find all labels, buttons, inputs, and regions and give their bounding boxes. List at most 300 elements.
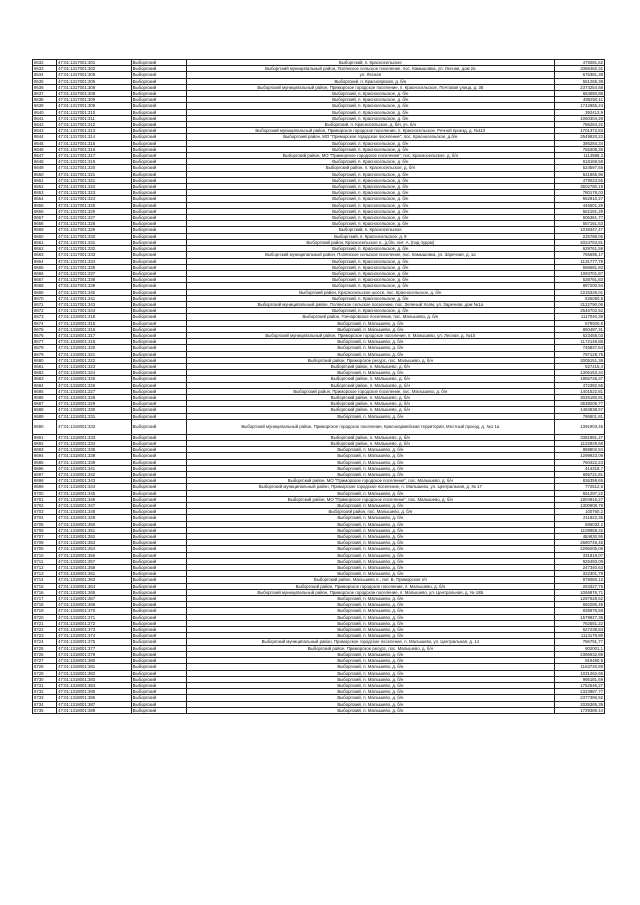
address-cell: Выборгский муниципальный район, Приморское городское поселение, п. Красносельское, Речной проезд, д. №110 xyxy=(187,128,555,134)
address-cell: Выборгский район, Приморское городское поселение, п. Малышево, д. б/н xyxy=(187,583,555,589)
address-cell: Выборгский, п. Малышево, д. б/н xyxy=(187,682,555,688)
address-cell: Выборгский район, п. Малышево, д. б/н xyxy=(187,434,555,440)
cadastral-number-cell: 47:01:1318001:331 xyxy=(57,413,132,419)
table-row xyxy=(33,707,605,713)
address-cell: Выборгский, п. Малышево, д. б/н xyxy=(187,558,555,564)
address-cell: Выборгский район, МО "Приморское городское поселение", пос. Красносельское, д.б/н xyxy=(187,134,555,140)
address-cell: Выборгский, п. Красносельское, д. б/н xyxy=(187,190,555,196)
cadastral-number-cell: 47:01:1317001:312 xyxy=(57,122,132,128)
cadastral-number-cell: 47:01:1317001:309 xyxy=(57,103,132,109)
cadastral-value-cell: 414318,7 xyxy=(554,465,604,471)
row-number-cell: 8734 xyxy=(33,701,57,707)
row-number-cell: 8681 xyxy=(33,363,57,369)
row-number-cell: 8703 xyxy=(33,509,57,515)
address-cell: Выборгский район, п. Малышево, д. б/н xyxy=(187,382,555,388)
district-cell: Выборгский xyxy=(131,184,186,190)
address-cell: Выборгский, п. Красносельское, д. б/н xyxy=(187,97,555,103)
district-cell: Выборгский xyxy=(131,565,186,571)
district-cell: Выборгский xyxy=(131,103,186,109)
cadastral-value-cell: 1131777,79 xyxy=(554,258,604,264)
cadastral-number-cell: 47:01:1317001:344 xyxy=(57,308,132,314)
cadastral-number-cell: 47:01:1317001:326 xyxy=(57,208,132,214)
row-number-cell: 8695 xyxy=(33,459,57,465)
district-cell: Выборгский xyxy=(131,351,186,357)
district-cell: Выборгский xyxy=(131,664,186,670)
district-cell: Выборгский xyxy=(131,153,186,159)
address-cell: Выборгский, п. Красносельское, д. б/н xyxy=(187,202,555,208)
cadastral-value-cell: 836975,58 xyxy=(554,608,604,614)
address-cell: Выборгский, п. Красносельское, д. б/н, уч. б/н xyxy=(187,122,555,128)
row-number-cell: 8721 xyxy=(33,620,57,626)
district-cell: Выборгский xyxy=(131,202,186,208)
district-cell: Выборгский xyxy=(131,332,186,338)
cadastral-number-cell: 47:01:1318001:322 xyxy=(57,357,132,363)
district-cell: Выборгский xyxy=(131,447,186,453)
address-cell: Выборгский муниципальный район, Полянское сельское поселение, пос. Камышовка, ул. Лесная, дом 2а xyxy=(187,66,555,72)
district-cell: Выборгский xyxy=(131,326,186,332)
district-cell: Выборгский xyxy=(131,596,186,602)
cadastral-value-cell: 2396932,89 xyxy=(554,651,604,657)
cadastral-number-cell: 47:01:1317001:332 xyxy=(57,246,132,252)
cadastral-number-cell: 47:01:1317001:323 xyxy=(57,190,132,196)
address-cell: Выборгский, п. Малышево, д. б/н xyxy=(187,413,555,419)
address-cell: Выборгский, п. Красноярская, д. б/н xyxy=(187,78,555,84)
address-cell: Выборгский, п. Малышево, д. б/н xyxy=(187,326,555,332)
cadastral-number-cell: 47:01:1317001:314 xyxy=(57,134,132,140)
row-number-cell: 8660 xyxy=(33,233,57,239)
cadastral-number-cell: 47:01:1317001:315 xyxy=(57,140,132,146)
row-number-cell: 8680 xyxy=(33,357,57,363)
address-cell: Выборгский район, МО "Приморское городское поселение", пос. Малышево, д. б/н xyxy=(187,496,555,502)
address-cell: Выборгский, п. Малышево, д. б/н xyxy=(187,453,555,459)
district-cell: Выборгский xyxy=(131,413,186,419)
cadastral-number-cell: 47:01:1318001:368 xyxy=(57,602,132,608)
address-cell: Выборгский, п. Малышево, д. б/н xyxy=(187,707,555,713)
row-number-cell: 8704 xyxy=(33,515,57,521)
row-number-cell: 8675 xyxy=(33,326,57,332)
cadastral-number-cell: 47:01:1318001:379 xyxy=(57,651,132,657)
cadastral-value-cell: 2680749,45 xyxy=(554,540,604,546)
cadastral-number-cell: 47:01:1317001:343 xyxy=(57,301,132,307)
address-cell: Выборгский, п. Малышево, д. б/н xyxy=(187,503,555,509)
cadastral-number-cell: 47:01:1318001:387 xyxy=(57,701,132,707)
row-number-cell: 8671 xyxy=(33,301,57,307)
district-cell: Выборгский xyxy=(131,115,186,121)
row-number-cell: 8699 xyxy=(33,484,57,490)
row-number-cell: 8696 xyxy=(33,465,57,471)
row-number-cell: 8653 xyxy=(33,190,57,196)
address-cell: Выборгский, п. Малышево, д. б/н xyxy=(187,614,555,620)
district-cell: Выборгский xyxy=(131,308,186,314)
row-number-cell: 8655 xyxy=(33,202,57,208)
district-cell: Выборгский xyxy=(131,270,186,276)
district-cell: Выборгский xyxy=(131,78,186,84)
address-cell: Выборгский район, Красносельское п., д.б/н, лит. А, (под пудом) xyxy=(187,239,555,245)
row-number-cell: 8663 xyxy=(33,252,57,258)
address-cell: ул. Лесная xyxy=(187,72,555,78)
cadastral-number-cell: 47:01:1318001:328 xyxy=(57,394,132,400)
cadastral-number-cell: 47:01:1318001:361 xyxy=(57,571,132,577)
district-cell: Выборгский xyxy=(131,370,186,376)
cadastral-value-cell: 1762546,27 xyxy=(554,682,604,688)
district-cell: Выборгский xyxy=(131,695,186,701)
district-cell: Выборгский xyxy=(131,221,186,227)
row-number-cell: 8692 xyxy=(33,440,57,446)
row-number-cell: 8656 xyxy=(33,208,57,214)
cadastral-number-cell: 47:01:1318001:320 xyxy=(57,345,132,351)
cadastral-value-cell: 225789,05 xyxy=(554,233,604,239)
cadastral-number-cell: 47:01:1318001:375 xyxy=(57,639,132,645)
cadastral-value-cell: 527415,4 xyxy=(554,363,604,369)
address-cell: Выборгский район, п. Малышево, д. б/н xyxy=(187,401,555,407)
district-cell: Выборгский xyxy=(131,620,186,626)
address-cell: Выборгский район, Приморское городское поселение, пос. Малышево, д. б/н xyxy=(187,388,555,394)
cadastral-value-cell: 1172148,86 xyxy=(554,339,604,345)
row-number-cell: 8709 xyxy=(33,546,57,552)
address-cell: Выборгский, п. Малышево, д. б/н xyxy=(187,345,555,351)
address-cell: Выборгский район, Малышево п., лит. В, Приморское г/п xyxy=(187,577,555,583)
cadastral-value-cell: 3122790,06 xyxy=(554,301,604,307)
cadastral-value-cell: 552810,27 xyxy=(554,196,604,202)
cadastral-value-cell: 1401522,81 xyxy=(554,388,604,394)
row-number-cell: 8683 xyxy=(33,376,57,382)
district-cell: Выборгский xyxy=(131,252,186,258)
address-cell: Выборгский район, п. Малышево, д. б/н xyxy=(187,363,555,369)
address-cell: Выборгский, п. Красносельское, д. б/н xyxy=(187,208,555,214)
cadastral-number-cell: 47:01:1318001:346 xyxy=(57,496,132,502)
row-number-cell: 8644 xyxy=(33,134,57,140)
cadastral-number-cell: 47:01:1317001:339 xyxy=(57,283,132,289)
row-number-cell: 8735 xyxy=(33,707,57,713)
address-cell: Выборгский, п. Малышево, д. б/н xyxy=(187,658,555,664)
cadastral-number-cell: 47:01:1317001:328 xyxy=(57,221,132,227)
district-cell: Выборгский xyxy=(131,633,186,639)
district-cell: Выборгский xyxy=(131,84,186,90)
district-cell: Выборгский xyxy=(131,128,186,134)
cadastral-number-cell: 47:01:1317001:324 xyxy=(57,196,132,202)
district-cell: Выборгский xyxy=(131,295,186,301)
row-number-cell: 8689 xyxy=(33,413,57,419)
address-cell: Выборгский район, МО "Приморское городское поселение", пос. Красносельское, д. б/н xyxy=(187,153,555,159)
district-cell: Выборгский xyxy=(131,602,186,608)
cadastral-value-cell: 629761,59 xyxy=(554,246,604,252)
row-number-cell: 8651 xyxy=(33,177,57,183)
cadastral-value-cell: 472382,55 xyxy=(554,382,604,388)
cadastral-number-cell: 47:01:1317001:308 xyxy=(57,91,132,97)
row-number-cell: 8694 xyxy=(33,453,57,459)
address-cell: Выборгский, п. Малышево, д. б/н xyxy=(187,465,555,471)
cadastral-value-cell: 551297,22 xyxy=(554,490,604,496)
row-number-cell: 8640 xyxy=(33,109,57,115)
cadastral-value-cell: 524597,55 xyxy=(554,165,604,171)
cadastral-value-cell: 3365482,31 xyxy=(554,66,604,72)
district-cell: Выборгский xyxy=(131,320,186,326)
district-cell: Выборгский xyxy=(131,614,186,620)
row-number-cell: 8719 xyxy=(33,608,57,614)
cadastral-number-cell: 47:01:1318001:324 xyxy=(57,370,132,376)
cadastral-value-cell: 2374254,68 xyxy=(554,84,604,90)
cadastral-value-cell: 1163740,89 xyxy=(554,664,604,670)
district-cell: Выборгский xyxy=(131,177,186,183)
cadastral-value-cell: 696721,81 xyxy=(554,472,604,478)
row-number-cell: 8676 xyxy=(33,332,57,338)
cadastral-value-cell: 538781,83 xyxy=(554,277,604,283)
row-number-cell: 8722 xyxy=(33,627,57,633)
row-number-cell: 8650 xyxy=(33,171,57,177)
address-cell: Выборгский, п. Малышево, д. б/н xyxy=(187,534,555,540)
cadastral-value-table xyxy=(32,59,605,714)
cadastral-number-cell: 47:01:1317001:319 xyxy=(57,159,132,165)
cadastral-number-cell: 47:01:1317001:316 xyxy=(57,146,132,152)
cadastral-number-cell: 47:01:1318001:316 xyxy=(57,326,132,332)
address-cell: Выборгский, п. Красносельское, д. б/н xyxy=(187,140,555,146)
row-number-cell: 8731 xyxy=(33,682,57,688)
cadastral-value-cell: 1038347,47 xyxy=(554,227,604,233)
row-number-cell: 8708 xyxy=(33,540,57,546)
row-number-cell: 8729 xyxy=(33,670,57,676)
address-cell: Выборгский, п. Малышево, д. б/н xyxy=(187,472,555,478)
address-cell: Выборгский, п. Красносельское, д. б/н xyxy=(187,159,555,165)
row-number-cell: 8698 xyxy=(33,478,57,484)
district-cell: Выборгский xyxy=(131,527,186,533)
address-cell: Выборгский район, п. Малышево, д. б/н xyxy=(187,440,555,446)
cadastral-number-cell: 47:01:1318001:339 xyxy=(57,459,132,465)
address-cell: Выборгский, п. Красносельское, д. б/н xyxy=(187,277,555,283)
address-cell: Выборгский район, Приморское ресурс, пос. Малышево, д. б/н xyxy=(187,645,555,651)
cadastral-number-cell: 47:01:1318001:350 xyxy=(57,521,132,527)
address-cell: Выборгский район, пос. Малышево, д. б/н xyxy=(187,509,555,515)
cadastral-number-cell: 47:01:1318001:370 xyxy=(57,608,132,614)
row-number-cell: 8712 xyxy=(33,565,57,571)
cadastral-value-cell: 802001,1 xyxy=(554,645,604,651)
address-cell: Выборгский, п. Красносельское, д. б/н xyxy=(187,258,555,264)
district-cell: Выборгский xyxy=(131,258,186,264)
cadastral-value-cell: 786791,77 xyxy=(554,639,604,645)
cadastral-number-cell: 47:01:1318001:348 xyxy=(57,509,132,515)
district-cell: Выборгский xyxy=(131,72,186,78)
district-cell: Выборгский xyxy=(131,140,186,146)
cadastral-number-cell: 47:01:1318001:344 xyxy=(57,484,132,490)
district-cell: Выборгский xyxy=(131,301,186,307)
district-cell: Выборгский xyxy=(131,159,186,165)
cadastral-number-cell: 47:01:1318001:318 xyxy=(57,314,132,320)
address-cell: Выборгский, п. Малышево, д. б/н xyxy=(187,351,555,357)
district-cell: Выборгский xyxy=(131,264,186,270)
district-cell: Выборгский xyxy=(131,689,186,695)
cadastral-value-cell: 1865726,37 xyxy=(554,376,604,382)
table-row xyxy=(33,419,605,434)
district-cell: Выборгский xyxy=(131,376,186,382)
cadastral-number-cell: 47:01:1317001:334 xyxy=(57,258,132,264)
cadastral-value-cell: 772512,6 xyxy=(554,484,604,490)
cadastral-number-cell: 47:01:1318001:338 xyxy=(57,453,132,459)
cadastral-number-cell: 47:01:1318001:317 xyxy=(57,332,132,338)
cadastral-number-cell: 47:01:1318001:364 xyxy=(57,583,132,589)
cadastral-number-cell: 47:01:1318001:347 xyxy=(57,503,132,509)
row-number-cell: 8669 xyxy=(33,289,57,295)
cadastral-value-cell: 786284,22 xyxy=(554,122,604,128)
cadastral-value-cell: 1742855,24 xyxy=(554,103,604,109)
cadastral-number-cell: 47:01:1317001:333 xyxy=(57,252,132,258)
cadastral-number-cell: 47:01:1318001:383 xyxy=(57,676,132,682)
row-number-cell: 8649 xyxy=(33,165,57,171)
cadastral-value-cell: 331819,07 xyxy=(554,552,604,558)
district-cell: Выборгский xyxy=(131,589,186,595)
cadastral-number-cell: 47:01:1318001:352 xyxy=(57,534,132,540)
cadastral-value-cell: 676381,38 xyxy=(554,72,604,78)
cadastral-number-cell: 47:01:1317001:306 xyxy=(57,78,132,84)
row-number-cell: 8682 xyxy=(33,370,57,376)
address-cell: Выборгский, п. Малышево, д. б/н xyxy=(187,447,555,453)
district-cell: Выборгский xyxy=(131,165,186,171)
cadastral-number-cell: 47:01:1318001:326 xyxy=(57,382,132,388)
cadastral-number-cell: 47:01:1318001:323 xyxy=(57,363,132,369)
address-cell: Выборгский, п. Малышево, д. б/н xyxy=(187,670,555,676)
cadastral-value-cell: 969802,84 xyxy=(554,447,604,453)
row-number-cell: 8670 xyxy=(33,295,57,301)
district-cell: Выборгский xyxy=(131,419,186,434)
cadastral-value-cell: 100760,2 xyxy=(554,509,604,515)
district-cell: Выборгский xyxy=(131,465,186,471)
cadastral-number-cell: 47:01:1317001:317 xyxy=(57,153,132,159)
cadastral-value-cell: 1093701,87 xyxy=(554,270,604,276)
district-cell: Выборгский xyxy=(131,227,186,233)
cadastral-value-cell: 2035365,39 xyxy=(554,701,604,707)
district-cell: Выборгский xyxy=(131,401,186,407)
address-cell: Выборгский, п. Малышево, д. б/н xyxy=(187,608,555,614)
address-cell: Выборгский, п. Красносельское, д. б/н xyxy=(187,115,555,121)
district-cell: Выборгский xyxy=(131,394,186,400)
cadastral-value-cell: 626060,5 xyxy=(554,295,604,301)
cadastral-value-cell: 1113179,89 xyxy=(554,633,604,639)
cadastral-number-cell: 47:01:1317001:305 xyxy=(57,72,132,78)
row-number-cell: 8658 xyxy=(33,221,57,227)
address-cell: Выборгский, п. Малышево, д. б/н xyxy=(187,664,555,670)
cadastral-number-cell: 47:01:1318001:330 xyxy=(57,407,132,413)
cadastral-number-cell: 47:01:1318001:329 xyxy=(57,401,132,407)
address-cell: Выборгский, п. Малышево, д. б/н xyxy=(187,602,555,608)
cadastral-number-cell: 47:01:1317001:337 xyxy=(57,270,132,276)
cadastral-value-cell: 684680,86 xyxy=(554,91,604,97)
address-cell: Выборгский район, п. Малышево, д. б/н xyxy=(187,394,555,400)
district-cell: Выборгский xyxy=(131,146,186,152)
cadastral-number-cell: 47:01:1317001:301 xyxy=(57,60,132,66)
district-cell: Выборгский xyxy=(131,453,186,459)
district-cell: Выборгский xyxy=(131,215,186,221)
cadastral-value-cell: 836359,65 xyxy=(554,478,604,484)
district-cell: Выборгский xyxy=(131,670,186,676)
address-cell: Выборгский, п. Малышево, д. б/н xyxy=(187,552,555,558)
address-cell: Выборгский район, п. Малышево, д. б/н xyxy=(187,376,555,382)
cadastral-value-cell: 780178,03 xyxy=(554,190,604,196)
cadastral-value-cell: 627239,84 xyxy=(554,627,604,633)
district-cell: Выборгский xyxy=(131,60,186,66)
district-cell: Выборгский xyxy=(131,339,186,345)
cadastral-number-cell: 47:01:1317001:325 xyxy=(57,202,132,208)
address-cell: Выборгский, п. Красносельское, д. б/н xyxy=(187,109,555,115)
row-number-cell: 8667 xyxy=(33,277,57,283)
cadastral-number-cell: 47:01:1317001:311 xyxy=(57,115,132,121)
cadastral-value-cell: 1729389,44 xyxy=(554,707,604,713)
district-cell: Выборгский xyxy=(131,97,186,103)
cadastral-value-cell: 485250,11 xyxy=(554,97,604,103)
address-cell: Выборгский, п. Красносельское, д. б/н xyxy=(187,215,555,221)
cadastral-value-cell: 2323987,77 xyxy=(554,689,604,695)
cadastral-value-cell: 979060,12 xyxy=(554,577,604,583)
cadastral-value-cell: 3381881,27 xyxy=(554,434,604,440)
address-cell: Выборгский муниципальный район, Приморское городское поселение, п. Малышево, ул. Центральная, д. 14 xyxy=(187,639,555,645)
cadastral-number-cell: 47:01:1318001:357 xyxy=(57,558,132,564)
cadastral-value-cell: 745837,64 xyxy=(554,345,604,351)
row-number-cell: 8633 xyxy=(33,66,57,72)
address-cell: Выборгский, п. Красносельское, д. б/н xyxy=(187,264,555,270)
district-cell: Выборгский xyxy=(131,91,186,97)
row-number-cell: 8730 xyxy=(33,676,57,682)
district-cell: Выборгский xyxy=(131,407,186,413)
district-cell: Выборгский xyxy=(131,314,186,320)
cadastral-number-cell: 47:01:1318001:342 xyxy=(57,472,132,478)
cadastral-number-cell: 47:01:1317001:329 xyxy=(57,227,132,233)
row-number-cell: 8718 xyxy=(33,602,57,608)
row-number-cell: 8642 xyxy=(33,122,57,128)
row-number-cell: 8661 xyxy=(33,239,57,245)
cadastral-value-cell: 586581,83 xyxy=(554,264,604,270)
cadastral-number-cell: 47:01:1318001:315 xyxy=(57,320,132,326)
cadastral-number-cell: 47:01:1318001:377 xyxy=(57,645,132,651)
row-number-cell: 8638 xyxy=(33,97,57,103)
cadastral-value-cell: 2296205,09 xyxy=(554,546,604,552)
district-cell: Выборгский xyxy=(131,676,186,682)
address-cell: Выборгский, п. Красносельское, д. б/н xyxy=(187,196,555,202)
address-cell: Выборгский, п. Малышево, д. б/н xyxy=(187,540,555,546)
row-number-cell: 8672 xyxy=(33,308,57,314)
cadastral-value-cell: 562181,29 xyxy=(554,208,604,214)
row-number-cell: 8664 xyxy=(33,258,57,264)
address-cell: Выборгский район, МО "Приморское городское поселение", пос. Малышево, д. б/н xyxy=(187,478,555,484)
cadastral-value-cell: 1031262,65 xyxy=(554,670,604,676)
cadastral-value-cell: 1391903,45 xyxy=(554,419,604,434)
row-number-cell: 8713 xyxy=(33,571,57,577)
cadastral-value-cell: 1066976,71 xyxy=(554,589,604,595)
address-cell: Выборгский, п. Красносельское, д. б/н xyxy=(187,146,555,152)
cadastral-value-cell: 1114588,3 xyxy=(554,153,604,159)
row-number-cell: 8659 xyxy=(33,227,57,233)
row-number-cell: 8641 xyxy=(33,115,57,121)
cadastral-value-cell: 484830,95 xyxy=(554,534,604,540)
district-cell: Выборгский xyxy=(131,134,186,140)
cadastral-value-cell: 762581,22 xyxy=(554,620,604,626)
address-cell: Выборгский, п. Красносельское, д. б/н xyxy=(187,184,555,190)
address-cell: Выборгский, п. Красносельское, д. б/н xyxy=(187,283,555,289)
cadastral-number-cell: 47:01:1318001:385 xyxy=(57,689,132,695)
cadastral-value-cell: 1701372,83 xyxy=(554,128,604,134)
district-cell: Выборгский xyxy=(131,490,186,496)
district-cell: Выборгский xyxy=(131,521,186,527)
district-cell: Выборгский xyxy=(131,682,186,688)
cadastral-value-cell: 1299923,09 xyxy=(554,453,604,459)
cadastral-number-cell: 47:01:1317001:321 xyxy=(57,171,132,177)
district-cell: Выборгский xyxy=(131,171,186,177)
district-cell: Выборгский xyxy=(131,546,186,552)
row-number-cell: 8700 xyxy=(33,490,57,496)
cadastral-number-cell: 47:01:1318001:341 xyxy=(57,465,132,471)
row-number-cell: 8662 xyxy=(33,246,57,252)
row-number-cell: 8688 xyxy=(33,407,57,413)
row-number-cell: 8732 xyxy=(33,689,57,695)
cadastral-number-cell: 47:01:1318001:356 xyxy=(57,552,132,558)
cadastral-value-cell: 755308,35 xyxy=(554,146,604,152)
row-number-cell: 8674 xyxy=(33,320,57,326)
